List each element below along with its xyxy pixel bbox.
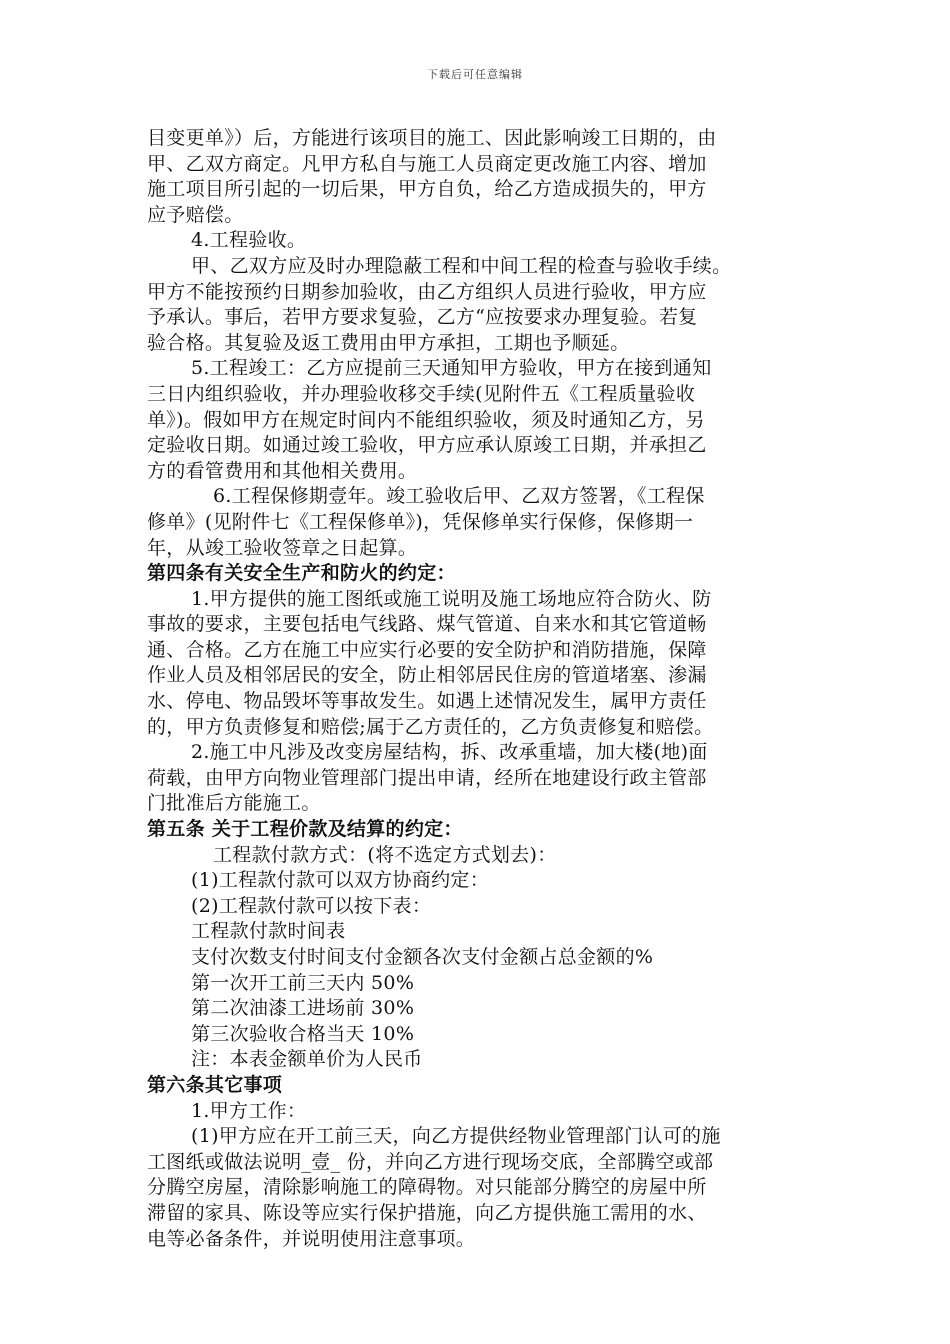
text-line: 应予赔偿。 xyxy=(147,203,244,226)
text-line: 验合格。其复验及返工费用由甲方承担，工期也予顺延。 xyxy=(147,331,630,354)
text-line: 1.甲方工作： xyxy=(191,1099,307,1122)
text-line: 年，从竣工验收签章之日起算。 xyxy=(147,536,418,559)
text-line: 6.工程保修期壹年。竣工验收后甲、乙双方签署，《工程保 xyxy=(213,485,705,508)
text-line: 目变更单》）后，方能进行该项目的施工、因此影响竣工日期的，由 xyxy=(147,127,717,149)
text-line: 甲、乙双方应及时办理隐蔽工程和中间工程的检查与验收手续。 xyxy=(191,254,732,277)
text-line: 通、合格。乙方在施工中应实行必要的安全防护和消防措施，保障 xyxy=(147,638,707,661)
text-line: 1.甲方提供的施工图纸或施工说明及施工场地应符合防火、防 xyxy=(191,587,712,610)
text-line: 第三次验收合格当天 10% xyxy=(191,1022,415,1045)
text-line: 注：本表金额单价为人民币 xyxy=(191,1048,423,1071)
text-line: 三日内组织验收，并办理验收移交手续(见附件五《工程质量验收 xyxy=(147,382,696,405)
text-line: 门批准后方能施工。 xyxy=(147,792,321,815)
text-line: (2)工程款付款可以按下表： xyxy=(191,894,432,917)
text-line: 第二次油漆工进场前 30% xyxy=(191,997,415,1020)
text-line: 事故的要求，主要包括电气线路、煤气管道、自来水和其它管道畅 xyxy=(147,613,707,636)
text-line: 方的看管费用和其他相关费用。 xyxy=(147,459,418,482)
text-line: 单》)。假如甲方在规定时间内不能组织验收，须及时通知乙方，另 xyxy=(147,408,705,431)
text-line: 修单》(见附件七《工程保修单》)，凭保修单实行保修，保修期一 xyxy=(147,510,694,533)
section-heading: 第六条其它事项 xyxy=(147,1073,283,1096)
text-line: 水、停电、物品毁坏等事故发生。如遇上述情况发生，属甲方责任 xyxy=(147,690,707,713)
text-line: 予承认。事后，若甲方要求复验，乙方“应按要求办理复验。若复 xyxy=(147,306,698,329)
section-heading: 第五条 关于工程价款及结算的约定： xyxy=(147,818,463,841)
text-line: 甲方不能按预约日期参加验收，由乙方组织人员进行验收，甲方应 xyxy=(147,280,707,303)
text-line: (1)工程款付款可以双方协商约定： xyxy=(191,869,490,892)
text-line: 支付次数支付时间支付金额各次支付金额占总金额的% xyxy=(191,946,654,968)
text-line: 的，甲方负责修复和赔偿;属于乙方责任的，乙方负责修复和赔偿。 xyxy=(147,715,714,738)
text-line: 滞留的家具、陈设等应实行保护措施，向乙方提供施工需用的水、 xyxy=(147,1201,707,1224)
text-line: 荷载，由甲方向物业管理部门提出申请，经所在地建设行政主管部 xyxy=(147,766,707,789)
document-body xyxy=(147,126,807,1252)
text-line: 5.工程竣工：乙方应提前三天通知甲方验收，甲方在接到通知 xyxy=(191,357,712,380)
text-line: 甲、乙双方商定。凡甲方私自与施工人员商定更改施工内容、增加 xyxy=(147,152,707,175)
text-line: 工程款付款时间表 xyxy=(191,920,346,943)
text-line: 施工项目所引起的一切后果，甲方自负，给乙方造成损失的，甲方 xyxy=(147,178,707,201)
page-header-note: 下载后可任意编辑 xyxy=(427,68,523,81)
text-line: 第一次开工前三天内 50% xyxy=(191,971,415,994)
text-line: (1)甲方应在开工前三天，向乙方提供经物业管理部门认可的施 xyxy=(191,1125,721,1148)
text-line: 工图纸或做法说明_壹_ 份，并向乙方进行现场交底，全部腾空或部 xyxy=(147,1150,714,1173)
text-line: 作业人员及相邻居民的安全，防止相邻居民住房的管道堵塞、渗漏 xyxy=(147,664,707,687)
text-line: 电等必备条件，并说明使用注意事项。 xyxy=(147,1227,476,1250)
text-line: 分腾空房屋，清除影响施工的障碍物。对只能部分腾空的房屋中所 xyxy=(147,1176,707,1199)
text-line: 工程款付款方式：(将不选定方式划去)： xyxy=(213,843,557,866)
text-line: 4.工程验收。 xyxy=(191,229,307,252)
section-heading: 第四条有关安全生产和防火的约定： xyxy=(147,562,456,585)
text-line: 定验收日期。如通过竣工验收，甲方应承认原竣工日期，并承担乙 xyxy=(147,434,707,457)
text-line: 2.施工中凡涉及改变房屋结构，拆、改承重墙，加大楼(地)面 xyxy=(191,741,708,764)
